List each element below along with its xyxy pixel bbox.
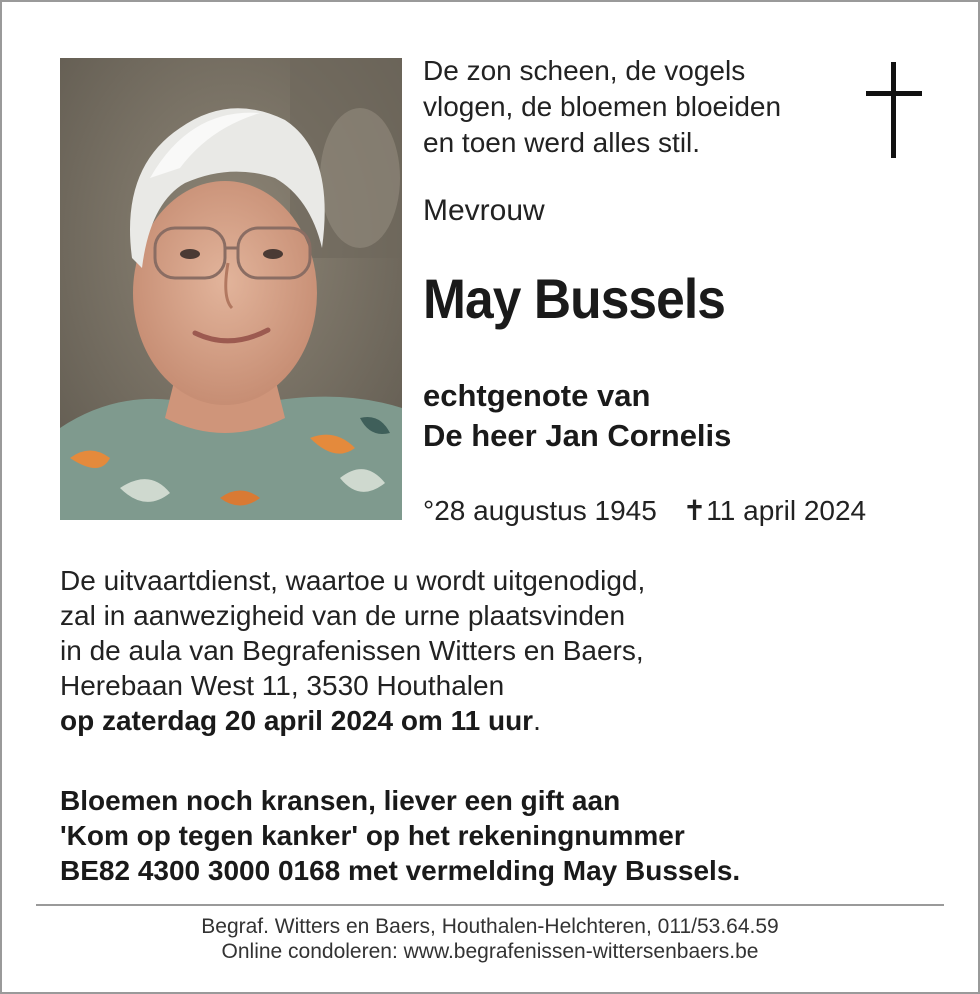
flowers-line: BE82 4300 3000 0168 met vermelding May Bussels. <box>60 855 741 886</box>
service-line: in de aula van Begrafenissen Witters en Baers, <box>60 635 644 666</box>
poem-line: vlogen, de bloemen bloeiden <box>423 91 782 122</box>
poem-line: en toen werd alles stil. <box>423 127 701 158</box>
service-line: zal in aanwezigheid van de urne plaatsvinden <box>60 600 626 631</box>
portrait-photo <box>60 58 402 520</box>
online-condolence-link[interactable]: Online condoleren: www.begrafenissen-wittersenbaers.be <box>221 940 759 963</box>
service-line: De uitvaartdienst, waartoe u wordt uitgenodigd, <box>60 565 646 596</box>
service-datetime: op zaterdag 20 april 2024 om 11 uur <box>60 705 534 736</box>
flowers-line: Bloemen noch kransen, liever een gift aan <box>60 785 621 816</box>
deceased-name: May Bussels <box>423 267 726 330</box>
service-datetime-suffix: . <box>533 705 541 736</box>
birth-date: °28 augustus 1945 <box>423 495 657 526</box>
service-line: Herebaan West 11, 3530 Houthalen <box>60 670 505 701</box>
death-date: ✝11 april 2024 <box>682 495 867 526</box>
spouse-intro: echtgenote van <box>423 378 651 413</box>
service-datetime-line <box>60 703 645 738</box>
flowers-line: 'Kom op tegen kanker' op het rekeningnummer <box>60 820 685 851</box>
funeral-home-footer <box>0 914 980 964</box>
flowers-notice <box>60 783 740 888</box>
spouse-name: De heer Jan Cornelis <box>423 418 732 453</box>
funeral-service-text <box>60 563 645 738</box>
life-dates <box>423 494 866 527</box>
footer-divider <box>36 904 944 906</box>
poem-line: De zon scheen, de vogels <box>423 55 746 86</box>
spouse-block <box>423 376 731 456</box>
memorial-poem <box>423 53 781 161</box>
salutation: Mevrouw <box>423 194 545 227</box>
funeral-home-contact: Begraf. Witters en Baers, Houthalen-Helchteren, 011/53.64.59 <box>201 915 779 938</box>
cross-icon <box>866 62 922 158</box>
